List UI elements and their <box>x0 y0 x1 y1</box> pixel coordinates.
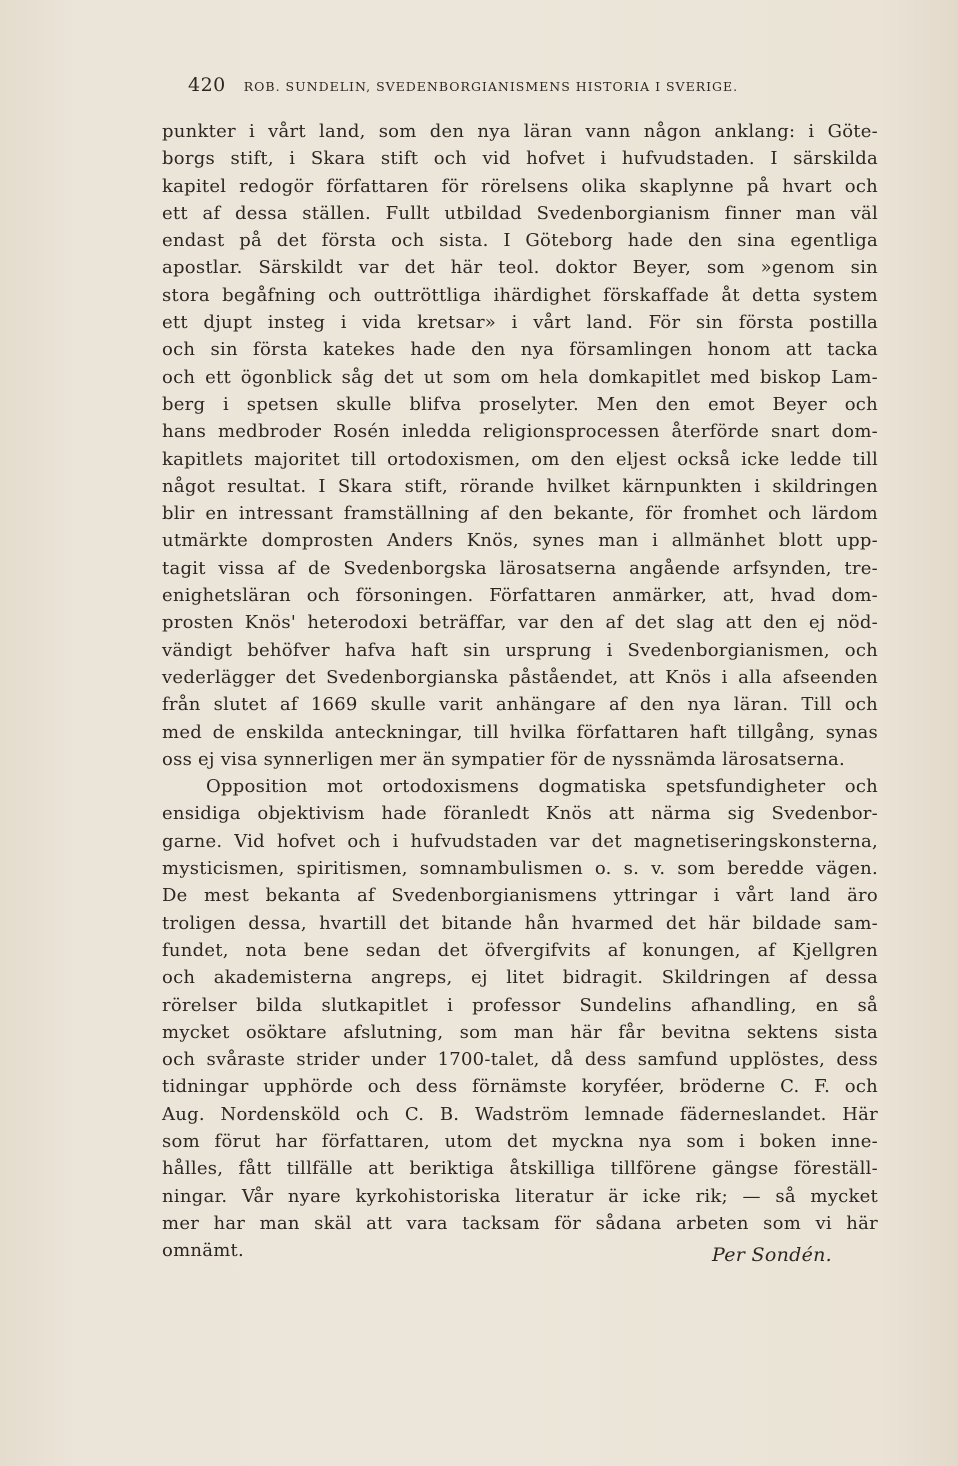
text-line: troligen dessa, hvartill det bitande hån hvarmed det här bildade sam- <box>162 912 878 934</box>
text-line: vändigt behöfver hafva haft sin ursprung i Svedenborgianismen, och <box>162 639 878 661</box>
text-line: tidningar upphörde och dess förnämste koryféer, bröderne C. F. och <box>162 1076 878 1098</box>
body-text <box>162 118 878 1264</box>
text-line: De mest bekanta af Svedenborgianismens yttringar i vårt land äro <box>162 885 878 907</box>
text-line: vederlägger det Svedenborgianska påståendet, att Knös i alla afseenden <box>162 666 878 688</box>
text-line: mysticismen, spiritismen, somnambulismen o. s. v. som beredde vägen. <box>162 858 878 880</box>
text-line: ensidiga objektivism hade föranledt Knös att närma sig Svedenbor- <box>162 803 878 825</box>
running-head: ROB. SUNDELIN, SVEDENBORGIANISMENS HISTORIA I SVERIGE. <box>243 79 739 94</box>
text-line: Aug. Nordensköld och C. B. Wadström lemnade fäderneslandet. Här <box>162 1103 878 1125</box>
text-line: med de enskilda anteckningar, till hvilka författaren haft tillgång, synas <box>162 721 878 743</box>
text-line: prosten Knös' heterodoxi beträffar, var den af det slag att den ej nöd- <box>162 612 878 634</box>
text-line: enighetsläran och försoningen. Författaren anmärker, att, hvad dom- <box>162 585 878 607</box>
text-line: och sin första katekes hade den nya församlingen honom att tacka <box>162 339 878 361</box>
text-line: blir en intressant framställning af den bekante, för fromhet och lärdom <box>162 503 878 525</box>
text-line: och akademisterna angreps, ej litet bidragit. Skildringen af dessa <box>162 967 878 989</box>
text-line: kapitlets majoritet till ortodoxismen, om den eljest också icke ledde till <box>162 448 878 470</box>
author-signature: Per Sondén. <box>712 1244 832 1266</box>
text-line: som förut har författaren, utom det myckna nya som i boken inne- <box>162 1130 878 1152</box>
text-line: punkter i vårt land, som den nya läran vann någon anklang: i Göte- <box>162 121 878 142</box>
text-line: hans medbroder Rosén inledda religionsprocessen återförde snart dom- <box>162 421 878 443</box>
text-line: endast på det första och sista. I Göteborg hade den sina egentliga <box>162 230 878 252</box>
text-line: mer har man skäl att vara tacksam för sådana arbeten som vi här <box>162 1212 878 1234</box>
text-line: ningar. Vår nyare kyrkohistoriska literatur är icke rik; — så mycket <box>162 1185 878 1207</box>
text-line: fundet, nota bene sedan det öfvergifvits af konungen, af Kjellgren <box>162 939 878 961</box>
text-line: Opposition mot ortodoxismens dogmatiska spetsfundigheter och <box>206 776 878 798</box>
text-line: omnämt. <box>162 1240 245 1262</box>
text-line: hålles, fått tillfälle att beriktiga åtskilliga tillförene gängse föreställ- <box>162 1158 878 1180</box>
text-line: rörelser bilda slutkapitlet i professor Sundelins afhandling, en så <box>162 994 878 1016</box>
page-header <box>188 74 878 100</box>
text-line: tagit vissa af de Svedenborgska lärosatserna angående arfsynden, tre- <box>162 557 878 579</box>
text-line: från slutet af 1669 skulle varit anhängare af den nya läran. Till och <box>162 694 878 716</box>
text-line: kapitel redogör författaren för rörelsens olika skaplynne på hvart och <box>162 175 878 197</box>
text-line: och ett ögonblick såg det ut som om hela domkapitlet med biskop Lam- <box>162 366 878 388</box>
page-number: 420 <box>188 74 226 96</box>
text-line: garne. Vid hofvet och i hufvudstaden var det magnetiseringskonsterna, <box>162 830 878 852</box>
text-line: något resultat. I Skara stift, rörande hvilket kärnpunkten i skildringen <box>162 475 878 497</box>
text-line: mycket osöktare afslutning, som man här får bevitna sektens sista <box>162 1021 878 1043</box>
text-line: berg i spetsen skulle blifva proselyter. Men den emot Beyer och <box>162 393 878 415</box>
text-line: utmärkte domprosten Anders Knös, synes man i allmänhet blott upp- <box>162 530 878 552</box>
text-line: stora begåfning och outtröttliga ihärdighet förskaffade åt detta system <box>162 284 878 306</box>
text-line: oss ej visa synnerligen mer än sympatier för de nyssnämda lärosatserna. <box>162 748 845 770</box>
text-line: ett af dessa ställen. Fullt utbildad Svedenborgianism finner man väl <box>162 202 878 224</box>
text-line: ett djupt insteg i vida kretsar» i vårt land. För sin första postilla <box>162 312 878 334</box>
text-line: och svåraste strider under 1700-talet, då dess samfund upplöstes, dess <box>162 1049 878 1071</box>
text-line: apostlar. Särskildt var det här teol. doktor Beyer, som »genom sin <box>162 257 878 279</box>
text-line: borgs stift, i Skara stift och vid hofvet i hufvudstaden. I särskilda <box>162 148 878 170</box>
